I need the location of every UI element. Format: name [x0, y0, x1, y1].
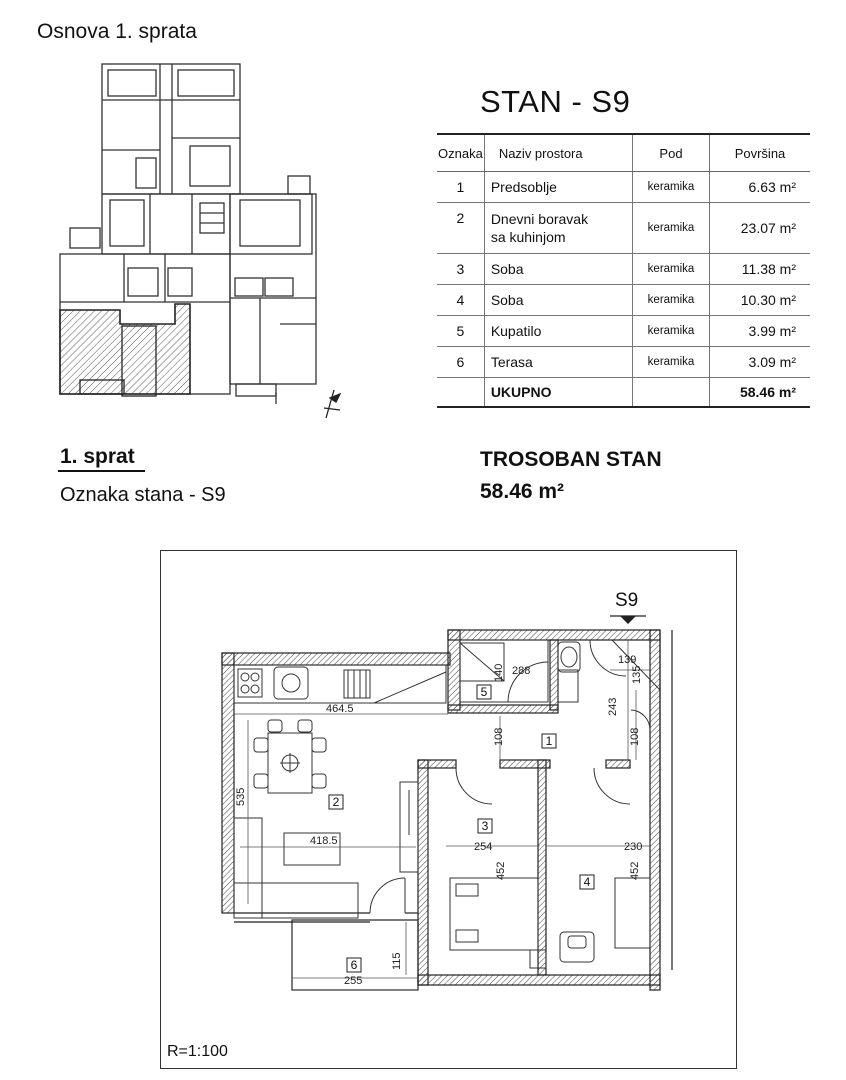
- room-code: 1: [437, 172, 484, 203]
- room-number: 1: [545, 734, 553, 748]
- column-header-code: Oznaka: [437, 134, 484, 172]
- dimension-label: 452: [629, 861, 641, 880]
- table-row: [437, 172, 810, 203]
- room-code: 3: [437, 254, 484, 285]
- dimension-label: 108: [629, 727, 641, 746]
- room-number: 6: [350, 958, 358, 972]
- dimension-label: 108: [493, 727, 505, 746]
- room-number: 5: [480, 685, 488, 699]
- building-key-plan: [50, 58, 350, 428]
- room-area: 6.63 m²: [710, 172, 811, 203]
- dimension-label: 140: [493, 663, 505, 682]
- room-floor: keramika: [633, 285, 710, 316]
- table-total-row: [437, 378, 810, 408]
- table-header-row: [437, 134, 810, 172]
- dimension-label: 135: [631, 665, 643, 684]
- scale-label: R=1:100: [167, 1043, 228, 1060]
- room-area: 23.07 m²: [710, 203, 811, 254]
- room-area: 3.09 m²: [710, 347, 811, 378]
- room-name: Terasa: [484, 347, 632, 378]
- floor-label: 1. sprat: [60, 445, 135, 468]
- dimension-label: 452: [495, 861, 507, 880]
- dimension-label: 288: [512, 665, 531, 677]
- dimension-label: 418.5: [310, 835, 338, 847]
- total-area: 58.46 m²: [710, 378, 811, 408]
- north-arrow-icon: [324, 390, 340, 418]
- room-name-line2: sa kuhinjom: [490, 229, 566, 245]
- dimension-label: 254: [474, 841, 493, 853]
- room-name: Soba: [484, 254, 632, 285]
- room-area-table: [437, 133, 810, 408]
- total-spacer: [437, 378, 484, 408]
- room-number: 4: [583, 875, 591, 889]
- unit-code-label: Oznaka stana - S9: [60, 484, 226, 506]
- room-floor: keramika: [633, 203, 710, 254]
- room-floor: keramika: [633, 172, 710, 203]
- room-name: Predsoblje: [484, 172, 632, 203]
- dimension-label: 139: [618, 654, 637, 666]
- room-name: Soba: [484, 285, 632, 316]
- room-number: 3: [481, 819, 489, 833]
- apartment-floor-plan: [160, 550, 737, 1040]
- table-row: [437, 347, 810, 378]
- column-header-floor: Pod: [633, 134, 710, 172]
- dimension-label: 243: [607, 697, 619, 716]
- room-name: [484, 203, 632, 254]
- dimension-label: 535: [235, 787, 247, 806]
- room-code: 6: [437, 347, 484, 378]
- unit-entry-marker: S9: [615, 590, 639, 611]
- room-area: 11.38 m²: [710, 254, 811, 285]
- room-name-line1: Dnevni boravak: [490, 211, 589, 227]
- room-code: 4: [437, 285, 484, 316]
- total-label: UKUPNO: [484, 378, 632, 408]
- room-number: 2: [332, 795, 340, 809]
- table-row: [437, 203, 810, 254]
- table-row: [437, 285, 810, 316]
- room-floor: keramika: [633, 316, 710, 347]
- dimension-label: 230: [624, 841, 643, 853]
- table-row: [437, 254, 810, 285]
- room-name: Kupatilo: [484, 316, 632, 347]
- table-row: [437, 316, 810, 347]
- room-code: 2: [437, 203, 484, 254]
- dimension-label: 464.5: [326, 703, 354, 715]
- floor-plan-title: Osnova 1. sprata: [37, 20, 197, 43]
- room-area: 10.30 m²: [710, 285, 811, 316]
- floor-label-underline: [58, 470, 145, 472]
- room-floor: keramika: [633, 254, 710, 285]
- apartment-type: TROSOBAN STAN: [480, 448, 662, 471]
- room-floor: keramika: [633, 347, 710, 378]
- total-spacer: [633, 378, 710, 408]
- dimension-label: 255: [344, 975, 363, 987]
- dimension-label: 115: [391, 952, 403, 970]
- room-area: 3.99 m²: [710, 316, 811, 347]
- column-header-room-name: Naziv prostora: [484, 134, 632, 172]
- room-code: 5: [437, 316, 484, 347]
- apartment-area: 58.46 m²: [480, 480, 565, 503]
- unit-entry-marker-icon: [610, 616, 646, 624]
- apartment-title: STAN - S9: [480, 84, 631, 119]
- column-header-area: Površina: [710, 134, 811, 172]
